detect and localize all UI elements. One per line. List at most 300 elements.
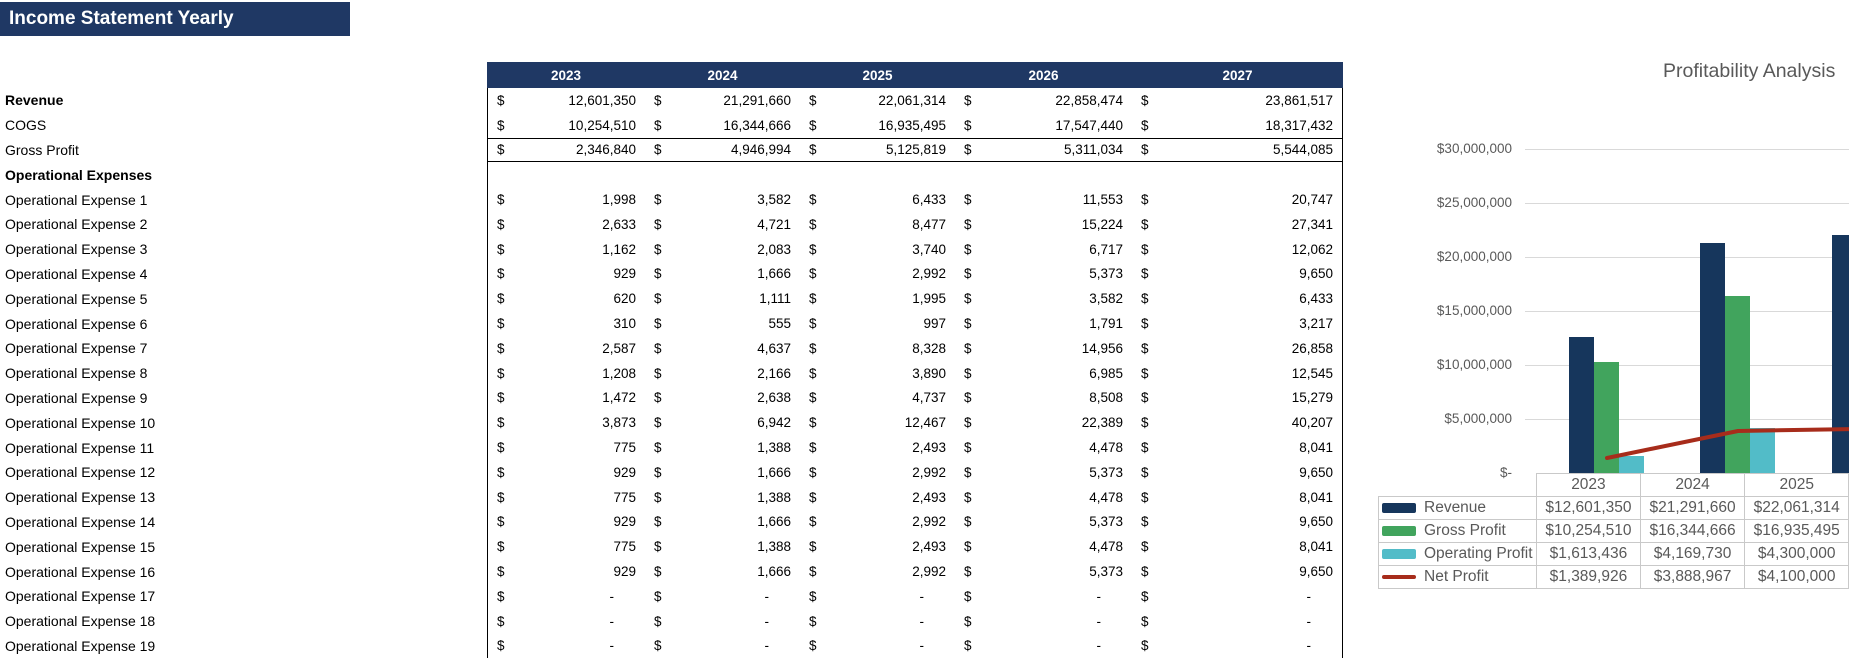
cell-amount: 775 (613, 539, 636, 555)
value-cell[interactable] (645, 559, 800, 584)
value-cell[interactable] (955, 311, 1132, 336)
cell-amount: 8,477 (912, 216, 946, 232)
value-cell[interactable] (1132, 262, 1343, 287)
currency-symbol: $ (654, 192, 662, 208)
currency-symbol: $ (654, 291, 662, 307)
table-row (0, 609, 1343, 634)
value-cell[interactable] (1132, 187, 1343, 212)
row-label[interactable]: Operational Expense 19 (5, 637, 156, 654)
value-cell[interactable] (800, 212, 955, 237)
cell-amount: 997 (923, 316, 946, 332)
currency-symbol: $ (809, 192, 817, 208)
value-cell[interactable] (1132, 212, 1343, 237)
value-cell[interactable] (955, 212, 1132, 237)
row-label[interactable]: Operational Expense 6 (5, 315, 148, 332)
chart-value-cell: $4,100,000 (1745, 566, 1849, 589)
chart-value-cell: $21,291,660 (1640, 497, 1745, 520)
currency-symbol: $ (497, 489, 505, 505)
cell-amount: 5,373 (1089, 564, 1123, 580)
value-cell[interactable] (1132, 386, 1343, 411)
currency-symbol: $ (654, 464, 662, 480)
value-cell[interactable] (800, 336, 955, 361)
cell-amount: 11,553 (1082, 192, 1123, 208)
cell-amount: 3,890 (912, 365, 946, 381)
cell-amount: 929 (613, 514, 636, 530)
value-cell[interactable] (800, 311, 955, 336)
value-cell[interactable] (800, 237, 955, 262)
table-row (0, 262, 1343, 287)
bar-revenue (1832, 235, 1849, 473)
row-label[interactable]: Operational Expense 13 (5, 489, 156, 506)
value-cell[interactable] (645, 286, 800, 311)
value-cell[interactable] (955, 262, 1132, 287)
value-cell[interactable] (955, 187, 1132, 212)
cell-amount: 2,992 (912, 464, 946, 480)
cell-amount: 6,942 (757, 415, 791, 431)
value-cell[interactable] (645, 410, 800, 435)
value-cell[interactable] (955, 559, 1132, 584)
cell-amount: 16,935,495 (878, 117, 946, 133)
table-row (0, 559, 1343, 584)
cell-amount: 18,317,432 (1265, 117, 1333, 133)
cell-amount: 12,062 (1291, 241, 1333, 257)
cell-amount: 12,601,350 (568, 92, 636, 108)
currency-symbol: $ (497, 415, 505, 431)
currency-symbol: $ (497, 216, 505, 232)
currency-symbol: $ (964, 365, 972, 381)
row-label[interactable]: Revenue (5, 92, 64, 109)
table-row (0, 138, 1343, 163)
chart-value-cell: $1,389,926 (1537, 566, 1641, 589)
cell-amount: 1,666 (757, 266, 791, 282)
value-cell[interactable] (487, 212, 645, 237)
currency-symbol: $ (654, 514, 662, 530)
value-cell[interactable] (645, 435, 800, 460)
currency-symbol: $ (964, 638, 972, 654)
currency-symbol: $ (809, 588, 817, 604)
year-header[interactable]: 2026 (955, 62, 1132, 88)
value-cell[interactable] (645, 510, 800, 535)
cell-amount: 1,388 (757, 489, 791, 505)
value-cell[interactable] (955, 634, 1132, 659)
chart-value-cell: $22,061,314 (1745, 497, 1849, 520)
currency-symbol: $ (1141, 613, 1149, 629)
cell-amount: 1,388 (757, 539, 791, 555)
currency-symbol: $ (1141, 415, 1149, 431)
table-row (0, 435, 1343, 460)
year-header[interactable]: 2027 (1132, 62, 1343, 88)
value-cell[interactable] (487, 534, 645, 559)
currency-symbol: $ (809, 638, 817, 654)
row-label[interactable]: Operational Expense 16 (5, 563, 156, 580)
row-label[interactable]: Operational Expense 7 (5, 340, 148, 357)
row-label[interactable]: Operational Expense 5 (5, 290, 148, 307)
cell-amount: 2,587 (602, 340, 636, 356)
chart-value-cell: $3,888,967 (1640, 566, 1745, 589)
currency-symbol: $ (1141, 266, 1149, 282)
currency-symbol: $ (809, 564, 817, 580)
currency-symbol: $ (654, 390, 662, 406)
value-cell[interactable] (487, 138, 645, 163)
value-cell[interactable] (487, 88, 645, 113)
currency-symbol: $ (497, 464, 505, 480)
cell-amount: 40,207 (1291, 415, 1333, 431)
row-label[interactable]: Operational Expense 14 (5, 513, 156, 530)
row-label[interactable]: Operational Expenses (5, 166, 153, 183)
currency-symbol: $ (809, 440, 817, 456)
legend-cell (1379, 566, 1537, 589)
cell-amount: 2,992 (912, 564, 946, 580)
value-cell[interactable] (645, 485, 800, 510)
value-cell[interactable] (800, 88, 955, 113)
value-cell[interactable] (1132, 410, 1343, 435)
table-row (0, 212, 1343, 237)
cell-amount: 5,125,819 (885, 142, 946, 158)
value-cell[interactable] (955, 510, 1132, 535)
value-cell[interactable] (1132, 237, 1343, 262)
currency-symbol: $ (497, 340, 505, 356)
currency-symbol: $ (964, 464, 972, 480)
value-cell[interactable] (955, 410, 1132, 435)
value-cell[interactable] (487, 609, 645, 634)
value-cell[interactable] (800, 460, 955, 485)
row-label[interactable]: Operational Expense 3 (5, 241, 148, 258)
cell-amount: 2,166 (757, 365, 791, 381)
cell-amount: 9,650 (1299, 514, 1333, 530)
cell-amount: 9,650 (1299, 464, 1333, 480)
row-label[interactable]: Operational Expense 8 (5, 365, 148, 382)
value-cell[interactable] (645, 237, 800, 262)
cell-amount: 1,666 (757, 464, 791, 480)
value-cell[interactable] (800, 262, 955, 287)
currency-symbol: $ (1141, 638, 1149, 654)
cell-amount: 5,373 (1089, 464, 1123, 480)
value-cell[interactable] (955, 435, 1132, 460)
value-cell[interactable] (800, 361, 955, 386)
value-cell[interactable] (1132, 634, 1343, 659)
value-cell[interactable] (955, 113, 1132, 138)
bar-gross-profit (1725, 296, 1750, 473)
row-label[interactable]: Operational Expense 17 (5, 588, 156, 605)
value-cell[interactable] (1132, 485, 1343, 510)
currency-symbol: $ (964, 588, 972, 604)
cell-amount: 1,995 (912, 291, 946, 307)
currency-symbol: $ (497, 514, 505, 530)
gross-profit-swatch-icon (1382, 526, 1416, 536)
cell-amount: 775 (613, 489, 636, 505)
currency-symbol: $ (809, 216, 817, 232)
header-spacer (0, 62, 487, 88)
currency-symbol: $ (809, 613, 817, 629)
cell-amount: 2,493 (912, 539, 946, 555)
currency-symbol: $ (654, 588, 662, 604)
row-label[interactable]: Operational Expense 15 (5, 538, 156, 555)
income-statement-table (0, 62, 1343, 658)
cell-amount: 15,279 (1291, 390, 1333, 406)
value-cell[interactable] (645, 187, 800, 212)
row-label[interactable]: Operational Expense 10 (5, 414, 156, 431)
chart-value-cell: $16,344,666 (1640, 520, 1745, 543)
value-cell[interactable] (487, 435, 645, 460)
value-cell[interactable] (800, 634, 955, 659)
value-cell[interactable] (800, 113, 955, 138)
cell-amount: 8,041 (1299, 440, 1333, 456)
currency-symbol: $ (964, 117, 972, 133)
cell-amount: 22,858,474 (1055, 92, 1123, 108)
cell-amount: - (609, 588, 614, 604)
value-cell[interactable] (1132, 113, 1343, 138)
currency-symbol: $ (654, 241, 662, 257)
value-cell[interactable] (487, 113, 645, 138)
value-cell[interactable] (487, 510, 645, 535)
year-header[interactable]: 2023 (487, 62, 645, 88)
currency-symbol: $ (809, 291, 817, 307)
category-label: 2025 (1745, 474, 1849, 497)
value-cell[interactable] (487, 237, 645, 262)
value-cell[interactable] (645, 311, 800, 336)
currency-symbol: $ (809, 365, 817, 381)
currency-symbol: $ (809, 241, 817, 257)
legend-label: Gross Profit (1424, 522, 1506, 539)
row-label[interactable]: COGS (5, 117, 47, 134)
currency-symbol: $ (809, 340, 817, 356)
value-cell[interactable] (645, 336, 800, 361)
row-label[interactable]: Operational Expense 18 (5, 613, 156, 630)
currency-symbol: $ (1141, 117, 1149, 133)
value-cell[interactable] (1132, 311, 1343, 336)
cell-amount: - (764, 638, 769, 654)
chart-value-cell: $12,601,350 (1537, 497, 1641, 520)
table-row (0, 534, 1343, 559)
value-cell[interactable] (955, 361, 1132, 386)
value-cell[interactable] (487, 410, 645, 435)
row-label[interactable]: Operational Expense 4 (5, 265, 148, 282)
value-cell[interactable] (487, 485, 645, 510)
value-cell[interactable] (645, 262, 800, 287)
value-cell[interactable] (487, 187, 645, 212)
cell-amount: 10,254,510 (568, 117, 636, 133)
value-cell[interactable] (800, 609, 955, 634)
y-axis-label: $- (1499, 465, 1512, 480)
value-cell[interactable] (487, 386, 645, 411)
year-header[interactable]: 2024 (645, 62, 800, 88)
value-cell[interactable] (645, 584, 800, 609)
cell-amount: - (1096, 613, 1101, 629)
value-cell[interactable] (1132, 138, 1343, 163)
y-axis-label: $25,000,000 (1436, 195, 1512, 210)
currency-symbol: $ (497, 588, 505, 604)
currency-symbol: $ (809, 514, 817, 530)
cell-amount: 3,740 (912, 241, 946, 257)
value-cell[interactable] (1132, 584, 1343, 609)
year-header[interactable]: 2025 (800, 62, 955, 88)
value-cell[interactable] (645, 634, 800, 659)
value-cell[interactable] (1132, 609, 1343, 634)
currency-symbol: $ (497, 92, 505, 108)
value-cell[interactable] (800, 138, 955, 163)
y-axis-label: $30,000,000 (1436, 141, 1512, 156)
row-label[interactable]: Operational Expense 1 (5, 191, 148, 208)
cell-amount: 2,638 (757, 390, 791, 406)
value-cell[interactable] (955, 485, 1132, 510)
value-cell[interactable] (487, 559, 645, 584)
row-label[interactable]: Operational Expense 12 (5, 464, 156, 481)
cell-amount: 1,472 (602, 390, 636, 406)
value-cell[interactable] (645, 88, 800, 113)
cell-amount: 929 (613, 564, 636, 580)
value-cell[interactable] (800, 485, 955, 510)
value-cell[interactable] (1132, 286, 1343, 311)
currency-symbol: $ (964, 564, 972, 580)
value-cell[interactable] (800, 559, 955, 584)
legend-label: Revenue (1424, 499, 1487, 516)
value-cell[interactable] (1132, 162, 1343, 187)
value-cell[interactable] (487, 262, 645, 287)
cell-amount: 15,224 (1081, 216, 1123, 232)
value-cell[interactable] (955, 138, 1132, 163)
value-cell[interactable] (487, 361, 645, 386)
currency-symbol: $ (497, 564, 505, 580)
legend-label: Net Profit (1424, 568, 1489, 585)
legend-cell (1379, 520, 1537, 543)
value-cell[interactable] (800, 510, 955, 535)
value-cell[interactable] (800, 286, 955, 311)
value-cell[interactable] (487, 286, 645, 311)
row-label[interactable]: Operational Expense 11 (5, 439, 155, 456)
value-cell[interactable] (1132, 534, 1343, 559)
value-cell[interactable] (645, 113, 800, 138)
currency-symbol: $ (1141, 464, 1149, 480)
chart-table-row (1379, 497, 1849, 520)
table-row (0, 237, 1343, 262)
cell-amount: 5,373 (1089, 514, 1123, 530)
value-cell[interactable] (1132, 336, 1343, 361)
currency-symbol: $ (654, 489, 662, 505)
value-cell[interactable] (955, 386, 1132, 411)
value-cell[interactable] (955, 88, 1132, 113)
value-cell[interactable] (645, 212, 800, 237)
cell-amount: - (764, 613, 769, 629)
value-cell[interactable] (487, 311, 645, 336)
value-cell[interactable] (955, 336, 1132, 361)
currency-symbol: $ (497, 291, 505, 307)
value-cell[interactable] (800, 584, 955, 609)
cell-amount: - (609, 638, 614, 654)
chart-value-cell: $16,935,495 (1745, 520, 1849, 543)
value-cell[interactable] (800, 162, 955, 187)
value-cell[interactable] (955, 609, 1132, 634)
cell-amount: 929 (613, 266, 636, 282)
currency-symbol: $ (809, 390, 817, 406)
value-cell[interactable] (955, 460, 1132, 485)
value-cell[interactable] (955, 162, 1132, 187)
currency-symbol: $ (1141, 142, 1149, 158)
cell-amount: 22,389 (1081, 415, 1123, 431)
value-cell[interactable] (645, 609, 800, 634)
chart-value-cell: $10,254,510 (1537, 520, 1641, 543)
row-label[interactable]: Gross Profit (5, 141, 79, 158)
table-row (0, 162, 1343, 187)
value-cell[interactable] (645, 386, 800, 411)
value-cell[interactable] (487, 162, 645, 187)
value-cell[interactable] (645, 534, 800, 559)
currency-symbol: $ (654, 365, 662, 381)
category-label: 2023 (1537, 474, 1641, 497)
bar-operating-profit (1619, 456, 1644, 473)
value-cell[interactable] (645, 460, 800, 485)
currency-symbol: $ (654, 564, 662, 580)
net-profit-line (1525, 120, 1849, 480)
value-cell[interactable] (487, 584, 645, 609)
currency-symbol: $ (654, 613, 662, 629)
table-row (0, 286, 1343, 311)
value-cell[interactable] (800, 187, 955, 212)
currency-symbol: $ (964, 266, 972, 282)
value-cell[interactable] (800, 386, 955, 411)
currency-symbol: $ (809, 489, 817, 505)
currency-symbol: $ (654, 216, 662, 232)
value-cell[interactable] (955, 286, 1132, 311)
value-cell[interactable] (487, 336, 645, 361)
chart-table-row (1379, 520, 1849, 543)
cell-amount: - (919, 638, 924, 654)
row-label[interactable]: Operational Expense 9 (5, 389, 148, 406)
cell-amount: - (609, 613, 614, 629)
value-cell[interactable] (1132, 460, 1343, 485)
value-cell[interactable] (645, 162, 800, 187)
table-row (0, 187, 1343, 212)
value-cell[interactable] (645, 361, 800, 386)
cell-amount: - (1306, 588, 1311, 604)
currency-symbol: $ (964, 291, 972, 307)
cell-amount: 2,992 (912, 514, 946, 530)
value-cell[interactable] (800, 410, 955, 435)
value-cell[interactable] (1132, 361, 1343, 386)
value-cell[interactable] (955, 237, 1132, 262)
value-cell[interactable] (1132, 88, 1343, 113)
currency-symbol: $ (497, 390, 505, 406)
value-cell[interactable] (487, 460, 645, 485)
cell-amount: 8,328 (912, 340, 946, 356)
value-cell[interactable] (1132, 510, 1343, 535)
value-cell[interactable] (800, 534, 955, 559)
value-cell[interactable] (645, 138, 800, 163)
bar-revenue (1700, 243, 1725, 473)
table-row (0, 88, 1343, 113)
currency-symbol: $ (809, 539, 817, 555)
currency-symbol: $ (497, 142, 505, 158)
value-cell[interactable] (955, 534, 1132, 559)
value-cell[interactable] (487, 634, 645, 659)
gridline (1525, 311, 1849, 312)
value-cell[interactable] (1132, 559, 1343, 584)
net-profit-swatch-icon (1382, 575, 1416, 579)
value-cell[interactable] (800, 435, 955, 460)
cell-amount: 555 (768, 316, 791, 332)
table-row (0, 361, 1343, 386)
row-label[interactable]: Operational Expense 2 (5, 216, 148, 233)
currency-symbol: $ (497, 266, 505, 282)
value-cell[interactable] (1132, 435, 1343, 460)
bar-gross-profit (1594, 362, 1619, 473)
cell-amount: 2,346,840 (575, 142, 636, 158)
currency-symbol: $ (497, 440, 505, 456)
currency-symbol: $ (1141, 365, 1149, 381)
chart-title: Profitability Analysis (1663, 60, 1836, 82)
value-cell[interactable] (955, 584, 1132, 609)
currency-symbol: $ (1141, 92, 1149, 108)
cell-amount: 12,545 (1291, 365, 1333, 381)
